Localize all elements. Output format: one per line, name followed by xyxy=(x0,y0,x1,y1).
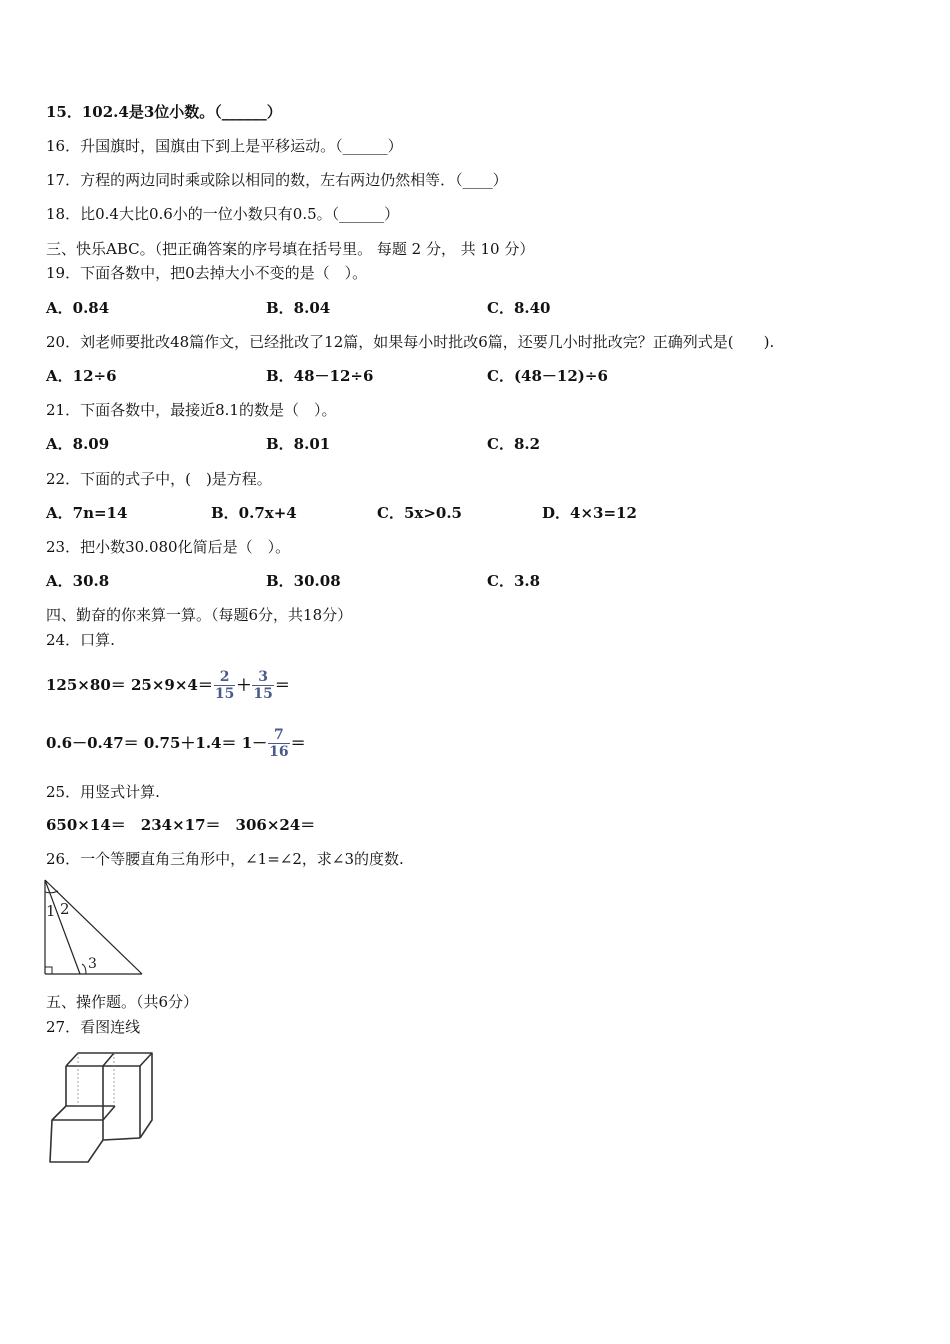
q17-text: 17．方程的两边同时乘或除以相同的数，左右两边仍然相等．（____） xyxy=(46,171,508,189)
q23-stem: 23．把小数30.080化简后是（ ）。 xyxy=(46,538,291,556)
q21-option-b: B．8.01 xyxy=(266,435,331,453)
section-5-heading: 五、操作题。（共6分） xyxy=(46,993,199,1011)
q24-stem: 24．口算. xyxy=(46,631,115,649)
q22-option-c: C．5x>0.5 xyxy=(377,504,462,522)
fraction-denominator: 16 xyxy=(269,743,289,760)
fraction-denominator: 15 xyxy=(214,685,235,702)
fraction-denominator: 15 xyxy=(253,685,273,702)
plus-sign: ＋ xyxy=(236,676,252,694)
q24-row-2 xyxy=(46,718,306,768)
fraction-numerator: 3 xyxy=(258,668,268,685)
q22-option-a: A．7n=14 xyxy=(46,504,128,522)
fraction-3-15 xyxy=(252,669,273,702)
fraction-numerator: 2 xyxy=(219,668,230,685)
angle-label-1: 1 xyxy=(46,902,56,920)
triangle-inner-segment xyxy=(45,880,80,974)
fraction-7-16 xyxy=(268,727,289,760)
cube-lower-front xyxy=(50,1120,140,1162)
q21-option-c: C．8.2 xyxy=(487,435,541,453)
q19-option-a: A．0.84 xyxy=(46,299,110,317)
right-angle-mark xyxy=(45,967,52,974)
q18-text: 18．比0.4大比0.6小的一位小数只有0.5。（______） xyxy=(46,205,400,223)
q24-row2-text: 0.6－0.47＝ 0.75＋1.4＝ 1－ xyxy=(46,734,268,752)
q27-stem: 27．看图连线 xyxy=(46,1018,141,1036)
q19-option-c: C．8.40 xyxy=(487,299,551,317)
q20-option-a: A．12÷6 xyxy=(46,367,117,385)
q19-stem: 19．下面各数中，把0去掉大小不变的是（ ）。 xyxy=(46,264,368,282)
angle-arc-3 xyxy=(82,964,86,974)
q21-option-a: A．8.09 xyxy=(46,435,110,453)
q19-option-b: B．8.04 xyxy=(266,299,331,317)
section-3-heading: 三、快乐ABC。（把正确答案的序号填在括号里。 每题 2 分， 共 10 分） xyxy=(46,240,535,258)
cube-stack-figure xyxy=(44,1048,160,1168)
q23-option-c: C．3.8 xyxy=(487,572,541,590)
q20-option-b: B．48－12÷6 xyxy=(266,367,374,385)
q24-row-1 xyxy=(46,660,290,710)
equals-sign: ＝ xyxy=(290,734,306,752)
fraction-numerator: 7 xyxy=(274,726,284,743)
q20-option-c: C．(48－12)÷6 xyxy=(487,367,608,385)
cube-top-right-edge xyxy=(140,1053,152,1066)
q22-option-b: B．0.7x+4 xyxy=(211,504,297,522)
q25-stem: 25．用竖式计算. xyxy=(46,783,160,801)
q22-option-d: D．4×3=12 xyxy=(542,504,637,522)
q22-stem: 22．下面的式子中，( )是方程。 xyxy=(46,470,272,488)
q16-text: 16．升国旗时，国旗由下到上是平移运动。（______） xyxy=(46,137,403,155)
q21-stem: 21．下面各数中，最接近8.1的数是（ ）。 xyxy=(46,401,337,419)
angle-label-2: 2 xyxy=(60,900,70,918)
fraction-2-15 xyxy=(214,669,235,702)
angle-label-3: 3 xyxy=(88,956,97,972)
q25-row: 650×14＝ 234×17＝ 306×24＝ xyxy=(46,816,316,834)
q24-row1-text: 125×80＝ 25×9×4＝ xyxy=(46,676,213,694)
q23-option-a: A．30.8 xyxy=(46,572,110,590)
cube-top-divider xyxy=(103,1053,114,1066)
q26-stem: 26．一个等腰直角三角形中，∠1=∠2，求∠3的度数. xyxy=(46,850,404,868)
q23-option-b: B．30.08 xyxy=(266,572,341,590)
equals-sign: ＝ xyxy=(274,676,290,694)
cube-ledge xyxy=(52,1106,115,1120)
q20-stem: 20．刘老师要批改48篇作文，已经批改了12篇，如果每小时批改6篇，还要几小时批改完？正确列式是( ). xyxy=(46,333,775,351)
triangle-figure xyxy=(40,876,150,980)
section-4-heading: 四、勤奋的你来算一算。（每题6分，共18分） xyxy=(46,606,353,624)
q15-text: 15．102.4是3位小数。（______） xyxy=(46,103,282,121)
